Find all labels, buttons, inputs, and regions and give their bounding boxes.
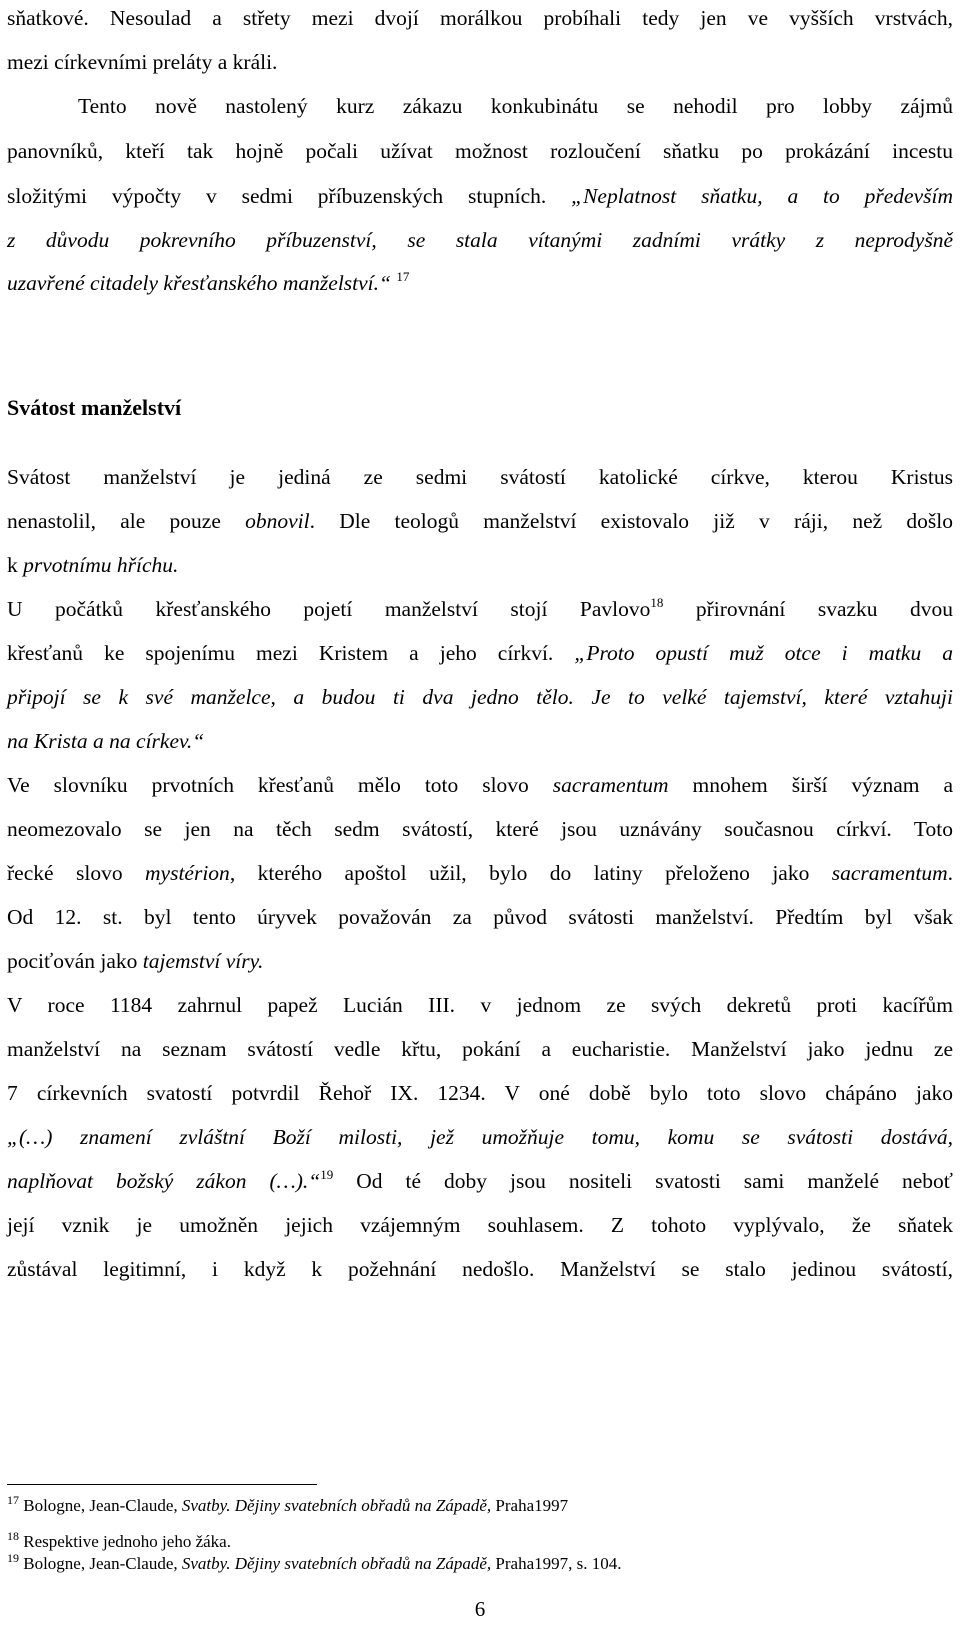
footnote-text: Bologne, Jean-Claude, <box>19 1554 182 1573</box>
paragraph-5-line-3 <box>7 858 953 888</box>
text-run: , kterého apoštol užil, bylo do latiny přeloženo jako <box>229 861 832 885</box>
italic-run: sacramentum <box>831 861 948 885</box>
section-heading: Svátost manželství <box>7 395 182 420</box>
text-run: přirovnání svazku dvou <box>663 597 953 621</box>
text-run: křesťanů ke spojenímu mezi Kristem a jeho církví. <box>7 641 575 665</box>
paragraph-2-line-2: panovníků, kteří tak hojně počali užívat možnost rozloučení sňatku po prokázání incestu <box>7 139 953 163</box>
quote-run: „Proto opustí muž otce i matku a <box>574 641 953 665</box>
paragraph-6-line-6: její vznik je umožněn jejich vzájemným souhlasem. Z tohoto vyplývalo, že sňatek <box>7 1213 953 1237</box>
paragraph-6-line-2: manželství na seznam svátostí vedle křtu, pokání a eucharistie. Manželství jako jednu ze <box>7 1037 953 1061</box>
footnote-text: Praha1997, s. 104. <box>491 1554 622 1573</box>
italic-run: tajemství víry. <box>142 949 264 973</box>
footnote-title: Svatby. Dějiny svatebních obřadů na Západě, <box>181 1554 492 1573</box>
italic-run: obnovil <box>245 509 310 533</box>
footnote-separator <box>7 1484 317 1485</box>
text-run: Od té doby jsou nositeli svatosti sami manželé neboť <box>333 1169 953 1193</box>
paragraph-5-line-5 <box>7 946 953 976</box>
paragraph-5-line-2: neomezovalo se jen na těch sedm svátostí, které jsou uznávány současnou církví. Toto <box>7 817 953 841</box>
quote-run: „Neplatnost sňatku, a to především <box>571 184 953 208</box>
footnote-number: 18 <box>7 1529 19 1543</box>
paragraph-2-line-3 <box>7 181 953 211</box>
footnote-19 <box>7 1553 621 1576</box>
paragraph-6-line-3: 7 církevních svatostí potvrdil Řehoř IX. 1234. V oné době bylo toto slovo chápáno jako <box>7 1081 953 1105</box>
page-number: 6 <box>474 1597 486 1621</box>
text-run: pociťován jako <box>7 949 143 973</box>
paragraph-4-line-3: připojí se k své manželce, a budou ti dva jedno tělo. Je to velké tajemství, které vztahuji <box>7 685 953 709</box>
paragraph-3-line-3 <box>7 550 953 580</box>
text-run: Ve slovníku prvotních křesťanů mělo toto slovo <box>7 773 553 797</box>
quote-run: naplňovat božský zákon (…).“ <box>7 1169 321 1193</box>
footnote-17 <box>7 1495 568 1518</box>
paragraph-5-line-4: Od 12. st. byl tento úryvek považován za původ svátosti manželství. Předtím byl však <box>7 905 953 929</box>
text-run: mnohem širší význam a <box>668 773 953 797</box>
text-run: U počátků křesťanského pojetí manželství stojí Pavlovo <box>7 597 651 621</box>
quote-run: uzavřené citadely křesťanského manželství.“ <box>7 271 391 295</box>
footnote-18 <box>7 1531 231 1554</box>
footnote-ref-17[interactable]: 17 <box>396 269 410 284</box>
footnote-text: Bologne, Jean-Claude, <box>19 1496 182 1515</box>
paragraph-2-line-4: z důvodu pokrevního příbuzenství, se stala vítanými zadními vrátky z neprodyšně <box>7 228 953 252</box>
italic-run: mystérion <box>145 861 230 885</box>
text-run: . <box>947 861 953 885</box>
text-run: složitými výpočty v sedmi příbuzenských stupních. <box>7 184 572 208</box>
paragraph-5-line-1 <box>7 770 953 800</box>
paragraph-6-line-7: zůstával legitimní, i když k požehnání nedošlo. Manželství se stalo jedinou svátostí, <box>7 1257 953 1281</box>
text-run: . Dle teologů manželství existovalo již v ráji, než došlo <box>309 509 953 533</box>
paragraph-4-line-4: na Krista a na církev.“ <box>7 729 205 753</box>
italic-run: prvotnímu hříchu. <box>23 553 179 577</box>
paragraph-6-line-4: „(…) znamení zvláštní Boží milosti, jež umožňuje tomu, komu se svátosti dostává, <box>7 1125 953 1149</box>
footnote-number: 19 <box>7 1551 19 1565</box>
paragraph-6-line-1: V roce 1184 zahrnul papež Lucián III. v jednom ze svých dekretů proti kacířům <box>7 993 953 1017</box>
text-run: řecké slovo <box>7 861 146 885</box>
paragraph-1-line-2: mezi církevními preláty a králi. <box>7 50 278 74</box>
paragraph-1-line-1: sňatkové. Nesoulad a střety mezi dvojí morálkou probíhali tedy jen ve vyšších vrstvách, <box>7 6 953 30</box>
footnote-number: 17 <box>7 1493 19 1507</box>
italic-run: sacramentum <box>552 773 669 797</box>
footnote-text: Respektive jednoho jeho žáka. <box>19 1532 231 1551</box>
paragraph-4-line-1 <box>7 594 953 627</box>
text-run: nenastolil, ale pouze <box>7 509 246 533</box>
text-run: k <box>7 553 24 577</box>
paragraph-2-line-1: Tento nově nastolený kurz zákazu konkubinátu se nehodil pro lobby zájmů <box>78 94 953 118</box>
paragraph-3-line-1: Svátost manželství je jediná ze sedmi svátostí katolické církve, kterou Kristus <box>7 465 953 489</box>
paragraph-2-line-5 <box>7 268 953 301</box>
footnote-ref-18[interactable]: 18 <box>650 595 664 610</box>
footnote-text: Praha1997 <box>491 1496 569 1515</box>
paragraph-3-line-2 <box>7 506 953 536</box>
paragraph-4-line-2 <box>7 638 953 668</box>
footnote-ref-19[interactable]: 19 <box>320 1167 334 1182</box>
footnote-title: Svatby. Dějiny svatebních obřadů na Západě, <box>181 1496 492 1515</box>
paragraph-6-line-5 <box>7 1166 953 1199</box>
